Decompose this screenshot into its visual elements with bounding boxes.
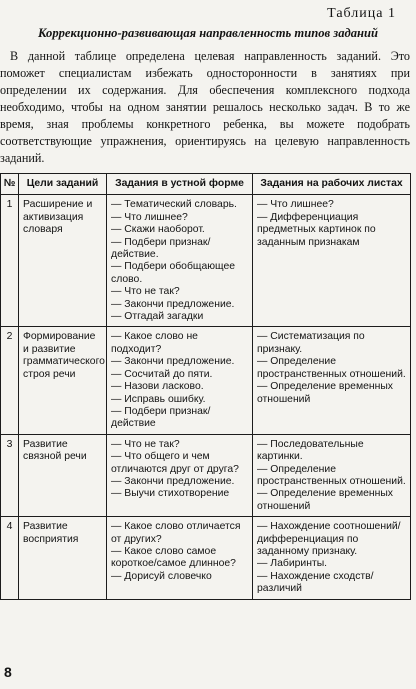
oral-task-item: — Отгадай загадки [111,311,204,323]
goals-table [0,173,411,600]
oral-task-item: — Подбери обобщающее слово. [111,261,236,285]
row-number: 3 [1,434,19,516]
oral-task-item: — Какое слово отличается от других? [111,521,241,545]
written-task-item: — Дифференциация предметных картинок по заданным признакам [257,211,376,248]
written-tasks-cell [253,327,411,434]
oral-task-item: — Назови ласково. [111,381,204,393]
oral-task-item: — Что не так? [111,286,180,298]
written-task-item: — Систематизация по признаку. [257,331,365,355]
oral-task-item: — Что не так? [111,438,180,450]
oral-tasks-cell [107,327,253,434]
section-heading: Коррекционно-развивающая направленность типов заданий [37,26,379,40]
oral-task-item: — Дорисуй словечко [111,570,212,582]
written-task-item: — Определение временных отношений [257,381,394,405]
written-tasks-cell [253,517,411,599]
goal-cell: Развитие восприятия [19,517,107,599]
written-task-item: — Что лишнее? [257,199,334,211]
goal-cell: Формирование и развитие грамматического строя речи [19,327,107,434]
written-task-item: — Определение временных отношений [257,488,394,512]
oral-task-item: — Исправь ошибку. [111,393,206,405]
written-task-item: — Лабиринты. [257,558,328,570]
written-tasks-cell [253,195,411,327]
oral-tasks-cell [107,195,253,327]
table-label: Таблица 1 [327,6,396,21]
oral-task-item: — Тематический словарь. [111,199,237,211]
table-row [1,517,411,599]
oral-tasks-cell [107,517,253,599]
oral-task-item: — Выучи стихотворение [111,488,230,500]
page-number: 8 [4,664,12,680]
header-goals: Цели заданий [19,174,107,195]
written-task-item: — Нахождение соотношений/ дифференциация по заданному признаку. [257,521,401,557]
oral-task-item: — Что общего и чем отличаются друг от друга? [111,451,239,475]
intro-paragraph: В данной таблице определена целевая направленность заданий. Это поможет специалистам избежать односторонности в занятиях при определении их содержания. Для обеспечения комплексного подхода необходимо, чтобы на одном занятии решалось несколько задач. В то же время, зная проблемы конкретного ребенка, вы можете подобрать соответствующие упражнения, ориентируясь на целевую направленность заданий. [0,49,410,165]
table-header-row [1,174,411,195]
oral-task-item: — Какое слово не подходит? [111,331,198,355]
written-tasks-cell [253,434,411,516]
goal-cell: Развитие связной речи [19,434,107,516]
written-task-item: — Последовательные картинки. [257,438,364,463]
written-task-item: — Определение пространственных отношений. [257,463,406,487]
row-number: 2 [1,327,19,434]
table-body [1,195,411,599]
table-row [1,434,411,516]
oral-task-item: — Закончи предложение. [111,298,235,310]
table-row [1,327,411,434]
table-row [1,195,411,327]
goal-cell: Расширение и активизация словаря [19,195,107,327]
row-number: 1 [1,195,19,327]
oral-task-item: — Закончи предложение. [111,475,235,487]
written-task-item: — Нахождение сходств/ различий [257,570,374,595]
oral-task-item: — Закончи предложение. [111,356,235,368]
oral-tasks-cell [107,434,253,516]
oral-task-item: — Подбери признак/ действие [111,405,211,430]
written-task-item: — Определение пространственных отношений. [257,356,406,380]
oral-task-item: — Что лишнее? [111,211,188,223]
oral-task-item: — Сосчитай до пяти. [111,368,213,380]
header-written: Задания на рабочих листах [253,174,411,195]
oral-task-item: — Скажи наоборот. [111,224,205,236]
oral-task-item: — Подбери признак/ действие. [111,236,211,261]
oral-task-item: — Какое слово самое короткое/самое длинное? [111,545,236,570]
header-oral: Задания в устной форме [107,174,253,195]
header-num: № [1,174,19,195]
row-number: 4 [1,517,19,599]
